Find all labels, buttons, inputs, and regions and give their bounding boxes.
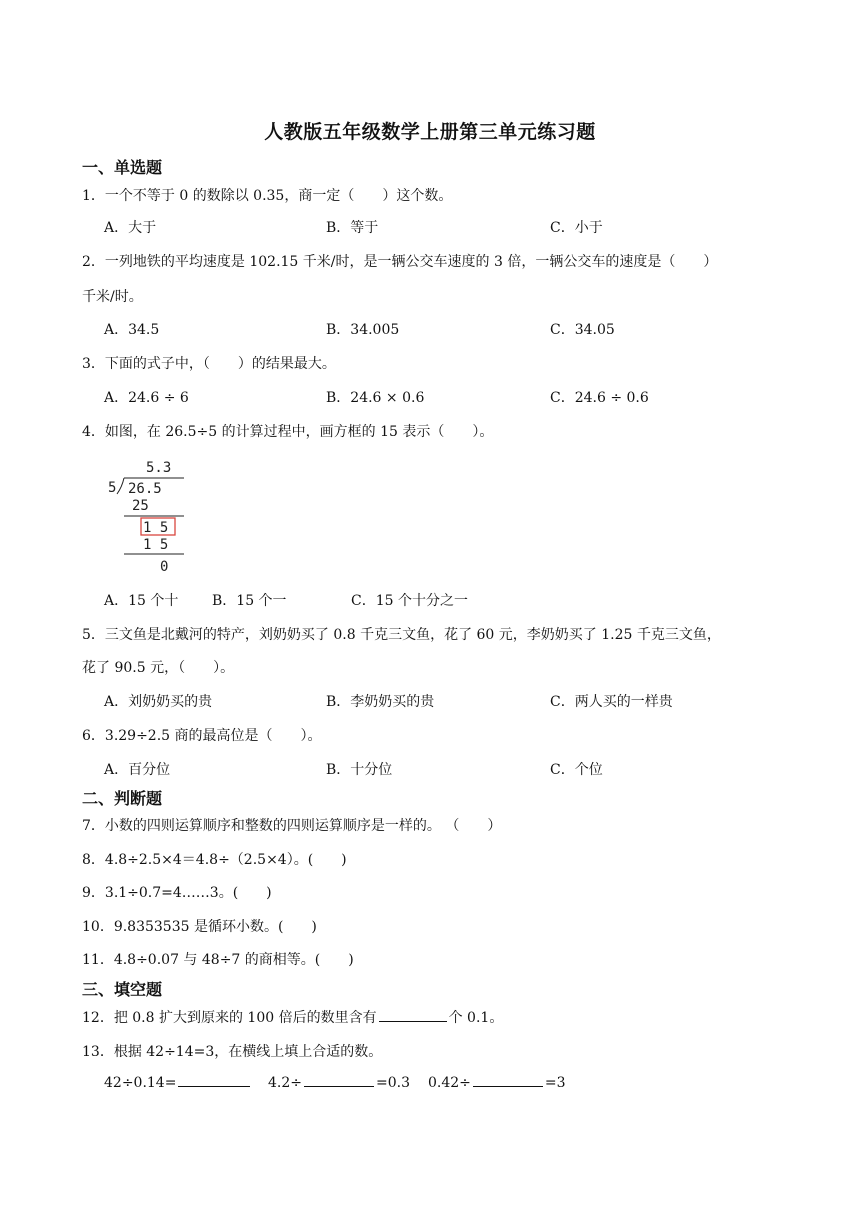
q5-option-b: B．李奶奶买的贵 (326, 694, 435, 710)
section-heading-true-false: 二、判断题 (82, 789, 163, 808)
question-12-tail: 个 0.1。 (448, 1010, 504, 1026)
question-4: 4．如图，在 26.5÷5 的计算过程中，画方框的 15 表示（ ）。 (82, 424, 494, 440)
question-11: 11．4.8÷0.07 与 48÷7 的商相等。( ) (82, 952, 354, 968)
q4-option-c: C．15 个十分之一 (351, 593, 468, 609)
q13c-text: 0.42÷ (428, 1075, 471, 1091)
question-3: 3．下面的式子中，（ ）的结果最大。 (82, 356, 336, 372)
question-13-part-c (428, 1075, 566, 1091)
question-9: 9．3.1÷0.7=4……3。( ) (82, 885, 272, 901)
division-dividend: 26.5 (128, 481, 162, 497)
q4-option-b: B．15 个一 (212, 593, 287, 609)
page-title: 人教版五年级数学上册第三单元练习题 (264, 121, 596, 143)
section-heading-fill-in: 三、填空题 (82, 980, 163, 999)
division-boxed-15: 1 5 (143, 520, 169, 536)
question-13-part-b (268, 1075, 410, 1091)
division-divisor: 5 (108, 480, 117, 496)
q5-option-c: C．两人买的一样贵 (550, 694, 673, 710)
question-13-part-a (104, 1075, 252, 1091)
division-step-1: 25 (132, 498, 149, 514)
q2-option-a: A．34.5 (104, 322, 160, 338)
section-heading-single-choice: 一、单选题 (82, 158, 163, 177)
q13b-text: 4.2÷ (268, 1075, 302, 1091)
q3-option-a: A．24.6 ÷ 6 (104, 390, 189, 406)
question-2-line-2: 千米/时。 (82, 289, 143, 305)
question-1: 1．一个不等于 0 的数除以 0.35，商一定（ ）这个数。 (82, 188, 453, 204)
q6-option-c: C．个位 (550, 762, 603, 778)
question-6: 6．3.29÷2.5 商的最高位是（ ）。 (82, 728, 322, 744)
question-12 (82, 1007, 503, 1027)
question-5-line-2: 花了 90.5 元，（ ）。 (82, 660, 235, 676)
division-remainder: 0 (160, 559, 169, 575)
division-bracket (117, 478, 124, 494)
q2-option-c: C．34.05 (550, 322, 615, 338)
question-8: 8．4.8÷2.5×4＝4.8÷（2.5×4）。( ) (82, 852, 347, 868)
question-10: 10．9.8353535 是循环小数。( ) (82, 919, 317, 935)
division-step-2: 1 5 (143, 537, 169, 553)
q6-option-b: B．十分位 (326, 762, 393, 778)
question-5-line-1: 5．三文鱼是北戴河的特产，刘奶奶买了 0.8 千克三文鱼，花了 60 元，李奶奶买了 1.25 千克三文鱼， (82, 627, 721, 643)
question-13: 13．根据 42÷14=3，在横线上填上合适的数。 (82, 1044, 383, 1060)
q3-option-c: C．24.6 ÷ 0.6 (550, 390, 649, 406)
long-division-figure (104, 457, 194, 577)
answer-blank[interactable] (473, 1085, 543, 1087)
q1-option-a: A．大于 (104, 220, 157, 236)
answer-blank[interactable] (178, 1085, 250, 1087)
q3-option-b: B．24.6 × 0.6 (326, 390, 425, 406)
q6-option-a: A．百分位 (104, 762, 171, 778)
division-quotient: 5.3 (146, 460, 172, 476)
question-7: 7．小数的四则运算顺序和整数的四则运算顺序是一样的。 （ ） (82, 818, 502, 834)
question-12-text: 12．把 0.8 扩大到原来的 100 倍后的数里含有 (82, 1010, 377, 1026)
q1-option-c: C．小于 (550, 220, 603, 236)
q4-option-a: A．15 个十 (104, 593, 179, 609)
q2-option-b: B．34.005 (326, 322, 400, 338)
q13a-text: 42÷0.14= (104, 1075, 177, 1091)
q13b-tail: =0.3 (376, 1075, 410, 1091)
q13c-tail: =3 (544, 1075, 566, 1091)
answer-blank[interactable] (304, 1085, 374, 1087)
q5-option-a: A．刘奶奶买的贵 (104, 694, 213, 710)
question-2-line-1: 2．一列地铁的平均速度是 102.15 千米/时，是一辆公交车速度的 3 倍，一辆公交车的速度是（ ） (82, 254, 718, 270)
answer-blank[interactable] (379, 1020, 447, 1022)
q1-option-b: B．等于 (326, 220, 379, 236)
